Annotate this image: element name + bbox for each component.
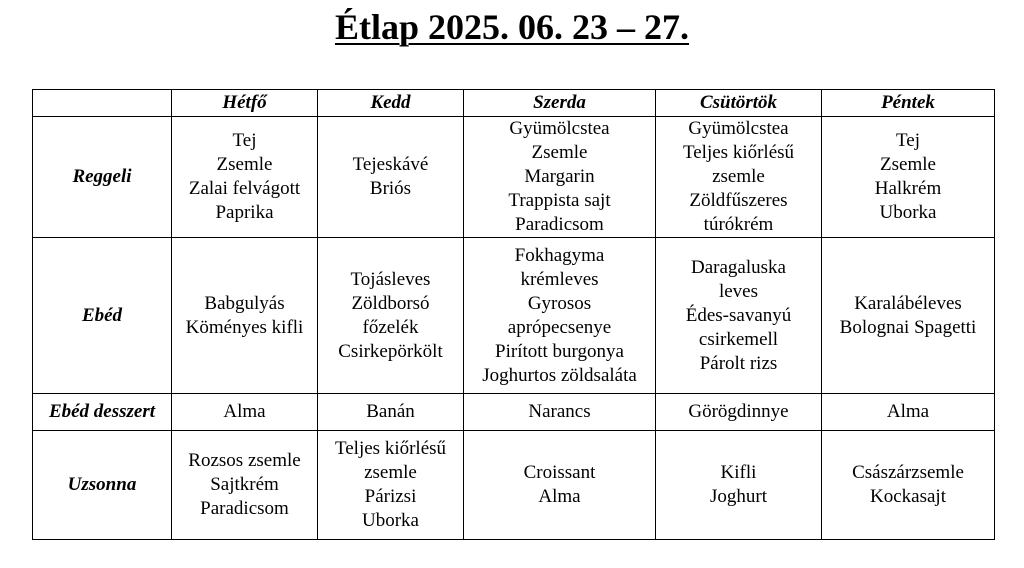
menu-item-line: Tojásleves xyxy=(350,268,431,290)
menu-item-line: Zsemle xyxy=(531,142,588,163)
menu-item-line: Margarin xyxy=(524,166,595,187)
menu-cell xyxy=(464,431,656,540)
menu-item-line: Briós xyxy=(369,178,412,199)
row-dessert xyxy=(33,394,995,431)
menu-item-line: Teljes kiőrlésű xyxy=(334,438,447,459)
menu-item-line: Tej xyxy=(896,130,920,151)
menu-item-line: Paradicsom xyxy=(200,498,289,519)
menu-item-line: Alma xyxy=(538,486,581,507)
menu-item-line: Alma xyxy=(223,401,266,422)
menu-item-line: Banán xyxy=(366,401,415,422)
menu-cell xyxy=(656,117,822,238)
menu-item-line: Paprika xyxy=(215,202,274,223)
menu-cell xyxy=(822,117,995,238)
menu-item-line: Pirított burgonya xyxy=(495,340,624,362)
menu-cell xyxy=(172,431,318,540)
menu-item-line: Zöldfűszeres xyxy=(689,190,788,211)
menu-item-line: Joghurtos zöldsaláta xyxy=(482,364,637,386)
menu-cell xyxy=(822,431,995,540)
menu-item-line: Párizsi xyxy=(364,486,417,507)
menu-table xyxy=(32,89,995,540)
day-header: Szerda xyxy=(464,90,656,117)
menu-cell xyxy=(464,238,656,394)
menu-cell xyxy=(318,431,464,540)
menu-item-line: Császárzsemle xyxy=(852,462,964,483)
menu-item-line: Zsemle xyxy=(880,154,936,175)
menu-item-line: csirkemell xyxy=(698,328,779,350)
meal-label: Ebéd desszert xyxy=(33,394,172,431)
menu-cell xyxy=(464,117,656,238)
menu-item-line: aprópecsenye xyxy=(507,316,612,338)
menu-item-line: Narancs xyxy=(528,401,591,422)
menu-cell xyxy=(318,117,464,238)
menu-item-line: Croissant xyxy=(523,462,596,483)
menu-cell xyxy=(822,238,995,394)
menu-item-line: Uborka xyxy=(362,510,419,531)
meal-label: Reggeli xyxy=(33,117,172,238)
day-header: Kedd xyxy=(318,90,464,117)
row-breakfast xyxy=(33,117,995,238)
menu-item-line: Édes-savanyú xyxy=(685,304,792,326)
menu-cell xyxy=(318,238,464,394)
menu-item-line: Zöldborsó xyxy=(351,292,430,314)
menu-item-line: Babgulyás xyxy=(204,292,285,314)
menu-item-line: Uborka xyxy=(879,202,937,223)
day-header: Péntek xyxy=(822,90,995,117)
menu-item-line: Párolt rizs xyxy=(699,352,778,374)
menu-item-line: Kockasajt xyxy=(870,486,946,507)
menu-cell xyxy=(464,394,656,431)
menu-item-line: Köményes kifli xyxy=(185,316,304,338)
menu-item-line: Daragaluska xyxy=(691,256,786,278)
menu-item-line: Gyümölcstea xyxy=(688,118,789,139)
menu-item-line: zsemle xyxy=(364,462,417,483)
menu-item-line: Kifli xyxy=(720,462,757,483)
menu-item-line: Zalai felvágott xyxy=(188,178,301,199)
menu-cell xyxy=(822,394,995,431)
menu-item-line: Joghurt xyxy=(710,486,767,507)
menu-item-line: leves xyxy=(718,280,759,302)
menu-cell xyxy=(318,394,464,431)
menu-item-line: Gyümölcstea xyxy=(509,118,610,139)
menu-item-line: Rozsos zsemle xyxy=(188,450,301,471)
page-title: Étlap 2025. 06. 23 – 27. xyxy=(334,7,690,47)
menu-cell xyxy=(172,238,318,394)
menu-item-line: Fokhagyma xyxy=(514,244,605,266)
menu-item-line: Zsemle xyxy=(216,154,273,175)
menu-item-line: Teljes kiőrlésű xyxy=(682,142,795,163)
menu-cell xyxy=(172,117,318,238)
menu-item-line: Alma xyxy=(886,401,930,422)
row-snack xyxy=(33,431,995,540)
menu-item-line: Karalábéleves xyxy=(854,292,962,314)
menu-item-line: Sajtkrém xyxy=(210,474,279,495)
menu-item-line: Gyrosos xyxy=(527,292,592,314)
menu-item-line: Paradicsom xyxy=(515,214,604,235)
menu-item-line: Csirkepörkölt xyxy=(338,340,443,362)
meal-label: Ebéd xyxy=(33,238,172,394)
menu-cell xyxy=(656,431,822,540)
menu-cell xyxy=(656,238,822,394)
meal-label: Uzsonna xyxy=(33,431,172,540)
menu-cell xyxy=(656,394,822,431)
menu-item-line: Tej xyxy=(232,130,257,151)
menu-item-line: Bolognai Spagetti xyxy=(839,316,977,338)
menu-item-line: Trappista sajt xyxy=(508,190,611,211)
header-row xyxy=(33,90,995,117)
menu-item-line: főzelék xyxy=(362,316,419,338)
menu-item-line: Tejeskávé xyxy=(352,154,429,175)
menu-item-line: krémleves xyxy=(520,268,599,290)
row-lunch xyxy=(33,238,995,394)
day-header: Csütörtök xyxy=(656,90,822,117)
menu-cell xyxy=(172,394,318,431)
menu-item-line: Halkrém xyxy=(874,178,942,199)
corner-cell xyxy=(33,90,172,117)
day-header: Hétfő xyxy=(172,90,318,117)
menu-item-line: zsemle xyxy=(712,166,765,187)
menu-item-line: Görögdinnye xyxy=(688,401,789,422)
menu-item-line: túrókrém xyxy=(703,214,774,235)
